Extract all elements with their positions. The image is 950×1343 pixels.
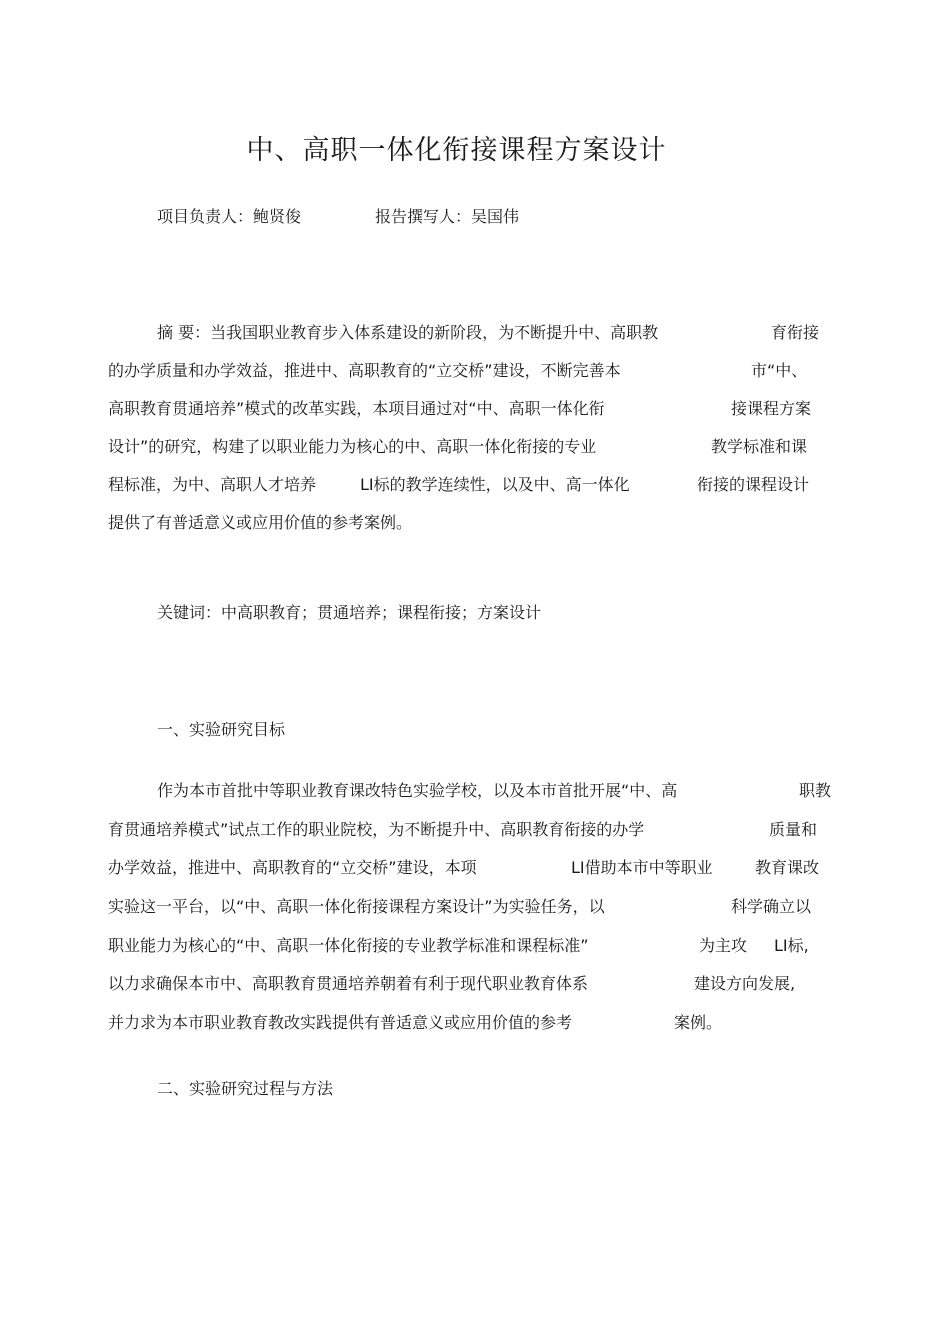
text-segment: 的办学质量和办学效益，推进中、高职教育的“立交桥”建设，不断完善本: [108, 361, 621, 380]
text-segment: 提供了有普适意义或应用价值的参考案例。: [108, 513, 413, 532]
text-segment: 作为本市首批中等职业教育课改特色实验学校，以及本市首批开展“中、高: [157, 781, 678, 800]
text-segment: 高职教育贯通培养”模式的改革实践，本项目通过对“中、高职一体化衔: [108, 399, 605, 418]
text-segment: 办学效益，推进中、高职教育的“立交桥”建设，本项: [108, 858, 477, 877]
text-segment: 程标准，为中、高职人才培养: [108, 475, 317, 494]
text-segment: 接课程方案: [731, 399, 812, 418]
text-segment: 以力求确保本市中、高职教育贯通培养朝着有利于现代职业教育体系: [108, 974, 589, 993]
text-segment: 教育课改: [755, 858, 820, 877]
text-segment: 育衔接: [771, 323, 820, 342]
text-segment: 并力求为本市职业教育教改实践提供有普适意义或应用价值的参考: [108, 1013, 573, 1032]
text-segment: 职业能力为核心的“中、高职一体化衔接的专业教学标准和课程标准”: [108, 936, 589, 955]
text-segment: 案例。: [674, 1013, 723, 1032]
project-leader: 项目负责人：鲍贤俊: [157, 207, 302, 226]
section-heading: 一、实验研究目标: [157, 720, 286, 739]
text-segment: LI借助本市中等职业: [571, 858, 713, 877]
text-segment: 质量和: [769, 820, 818, 839]
text-segment: 教学标准和课: [711, 437, 808, 456]
document-title: 中、高职一体化衔接课程方案设计: [246, 135, 667, 166]
text-segment: 衔接的课程设计: [697, 475, 810, 494]
text-segment: LI标的教学连续性，以及中、高一体化: [360, 475, 630, 494]
keywords: 关键词：中高职教育；贯通培养；课程衔接；方案设计: [157, 603, 542, 622]
text-segment: 为主攻: [699, 936, 748, 955]
section-heading: 二、实验研究过程与方法: [157, 1079, 334, 1098]
text-segment: 职教: [799, 781, 832, 800]
text-segment: 实验这一平台，以“中、高职一体化衔接课程方案设计”为实验任务，以: [108, 897, 605, 916]
text-segment: 科学确立以: [731, 897, 812, 916]
report-writer: 报告撰写人：吴国伟: [375, 207, 520, 226]
text-segment: 育贯通培养模式”试点工作的职业院校，为不断提升中、高职教育衔接的办学: [108, 820, 645, 839]
text-segment: 摘 要：当我国职业教育步入体系建设的新阶段，为不断提升中、高职教: [157, 323, 659, 342]
text-segment: 设计”的研究，构建了以职业能力为核心的中、高职一体化衔接的专业: [108, 437, 597, 456]
text-segment: 市“中、: [751, 361, 808, 380]
text-segment: LI标,: [774, 936, 809, 955]
text-segment: 建设方向发展,: [694, 974, 796, 993]
